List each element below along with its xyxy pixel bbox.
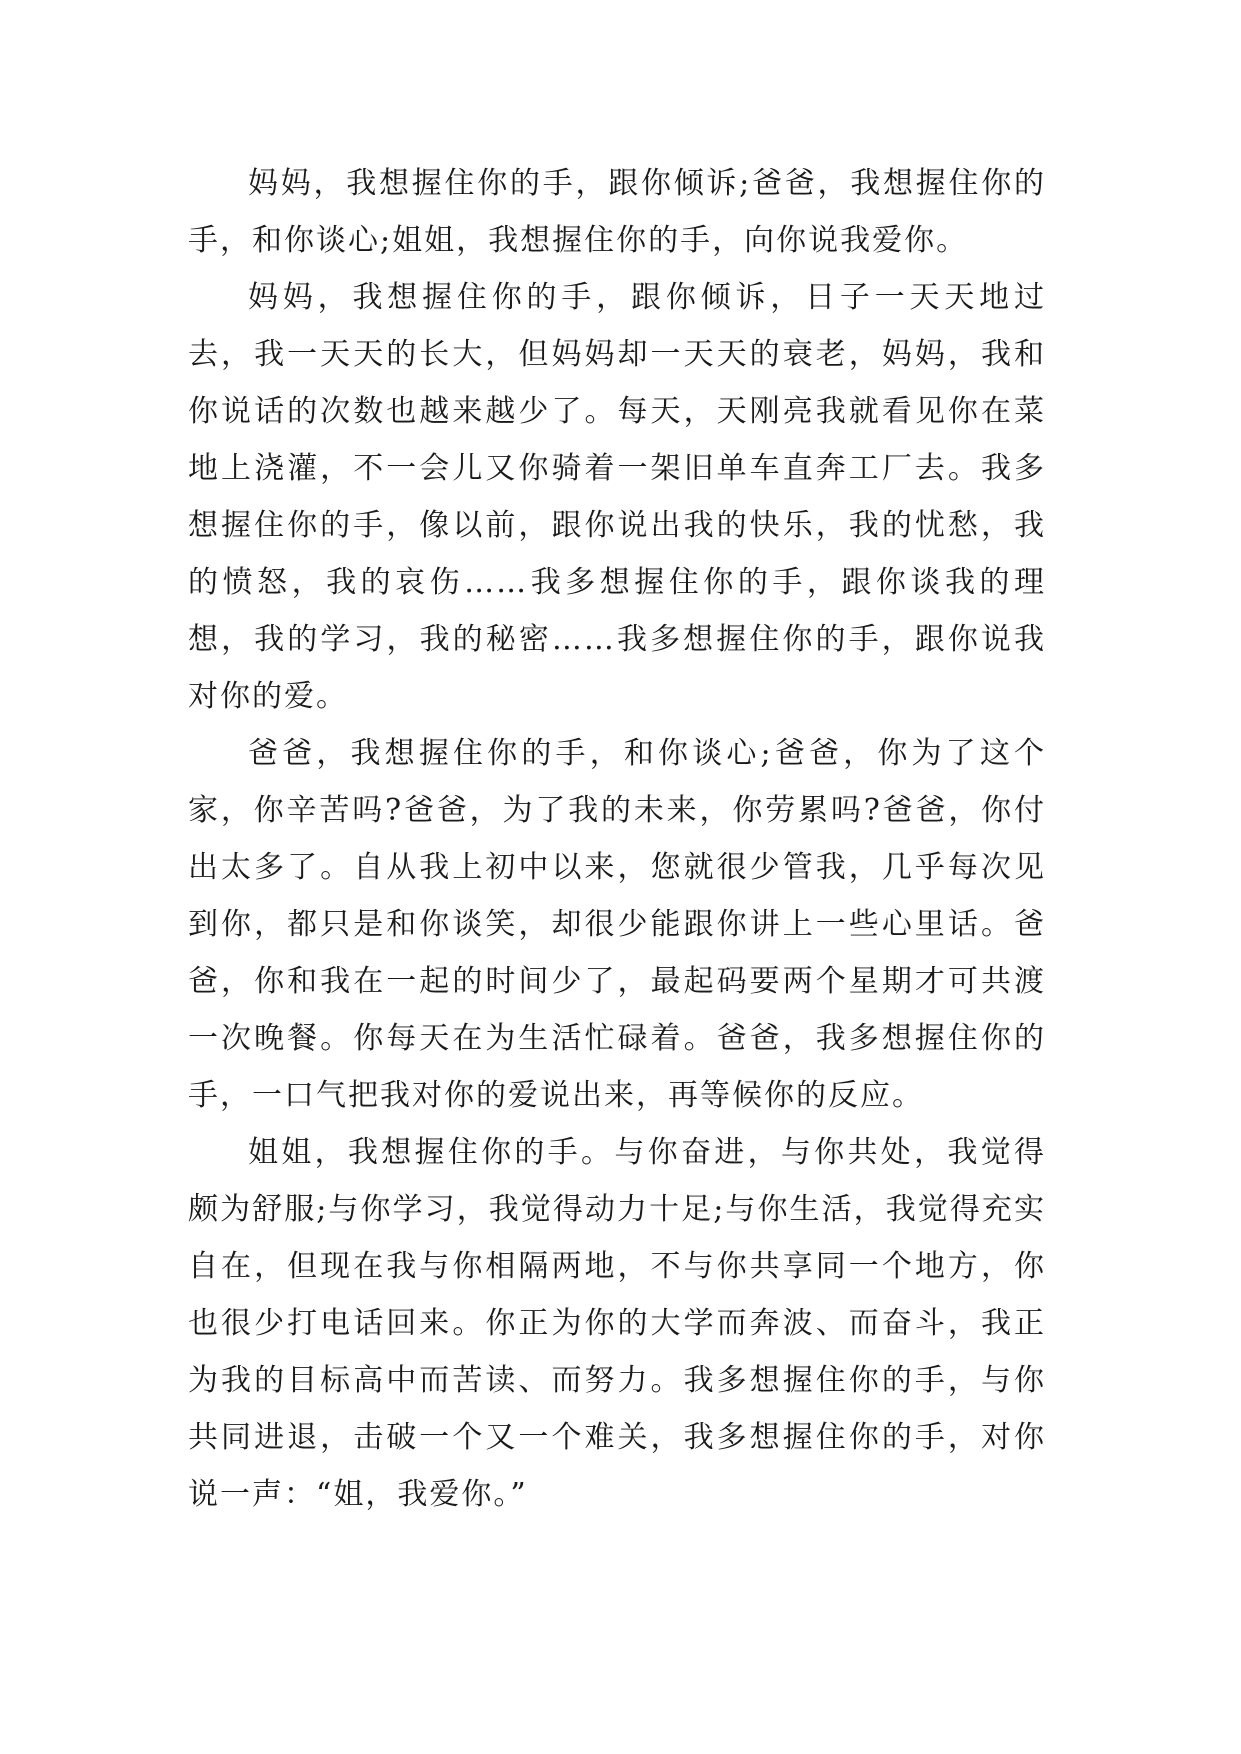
paragraph-father: 爸爸，我想握住你的手，和你谈心;爸爸，你为了这个家，你辛苦吗?爸爸，为了我的未来，你劳累吗?爸爸，你付出太多了。自从我上初中以来，您就很少管我，几乎每次见到你，都只是和你谈笑，却很少能跟你讲上一些心里话。爸爸，你和我在一起的时间少了，最起码要两个星期才可共渡一次晚餐。你每天在为生活忙碌着。爸爸，我多想握住你的手，一口气把我对你的爱说出来，再等候你的反应。 [188,736,1046,1113]
document-body [188,155,1046,1523]
paragraph-sister: 姐姐，我想握住你的手。与你奋进，与你共处，我觉得颇为舒服;与你学习，我觉得动力十足;与你生活，我觉得充实自在，但现在我与你相隔两地，不与你共享同一个地方，你也很少打电话回来。你正为你的大学而奔波、而奋斗，我正为我的目标高中而苦读、而努力。我多想握住你的手，与你共同进退，击破一个又一个难关，我多想握住你的手，对你说一声：“姐，我爱你。” [188,1135,1046,1512]
paragraph-mother-father-sister: 妈妈，我想握住你的手，跟你倾诉;爸爸，我想握住你的手，和你谈心;姐姐，我想握住你的手，向你说我爱你。 [188,166,1046,258]
paragraph-mother: 妈妈，我想握住你的手，跟你倾诉，日子一天天地过去，我一天天的长大，但妈妈却一天天的衰老，妈妈，我和你说话的次数也越来越少了。每天，天刚亮我就看见你在菜地上浇灌，不一会儿又你骑着一架旧单车直奔工厂去。我多想握住你的手，像以前，跟你说出我的快乐，我的忧愁，我的愤怒，我的哀伤……我多想握住你的手，跟你谈我的理想，我的学习，我的秘密……我多想握住你的手，跟你说我对你的爱。 [188,280,1046,714]
